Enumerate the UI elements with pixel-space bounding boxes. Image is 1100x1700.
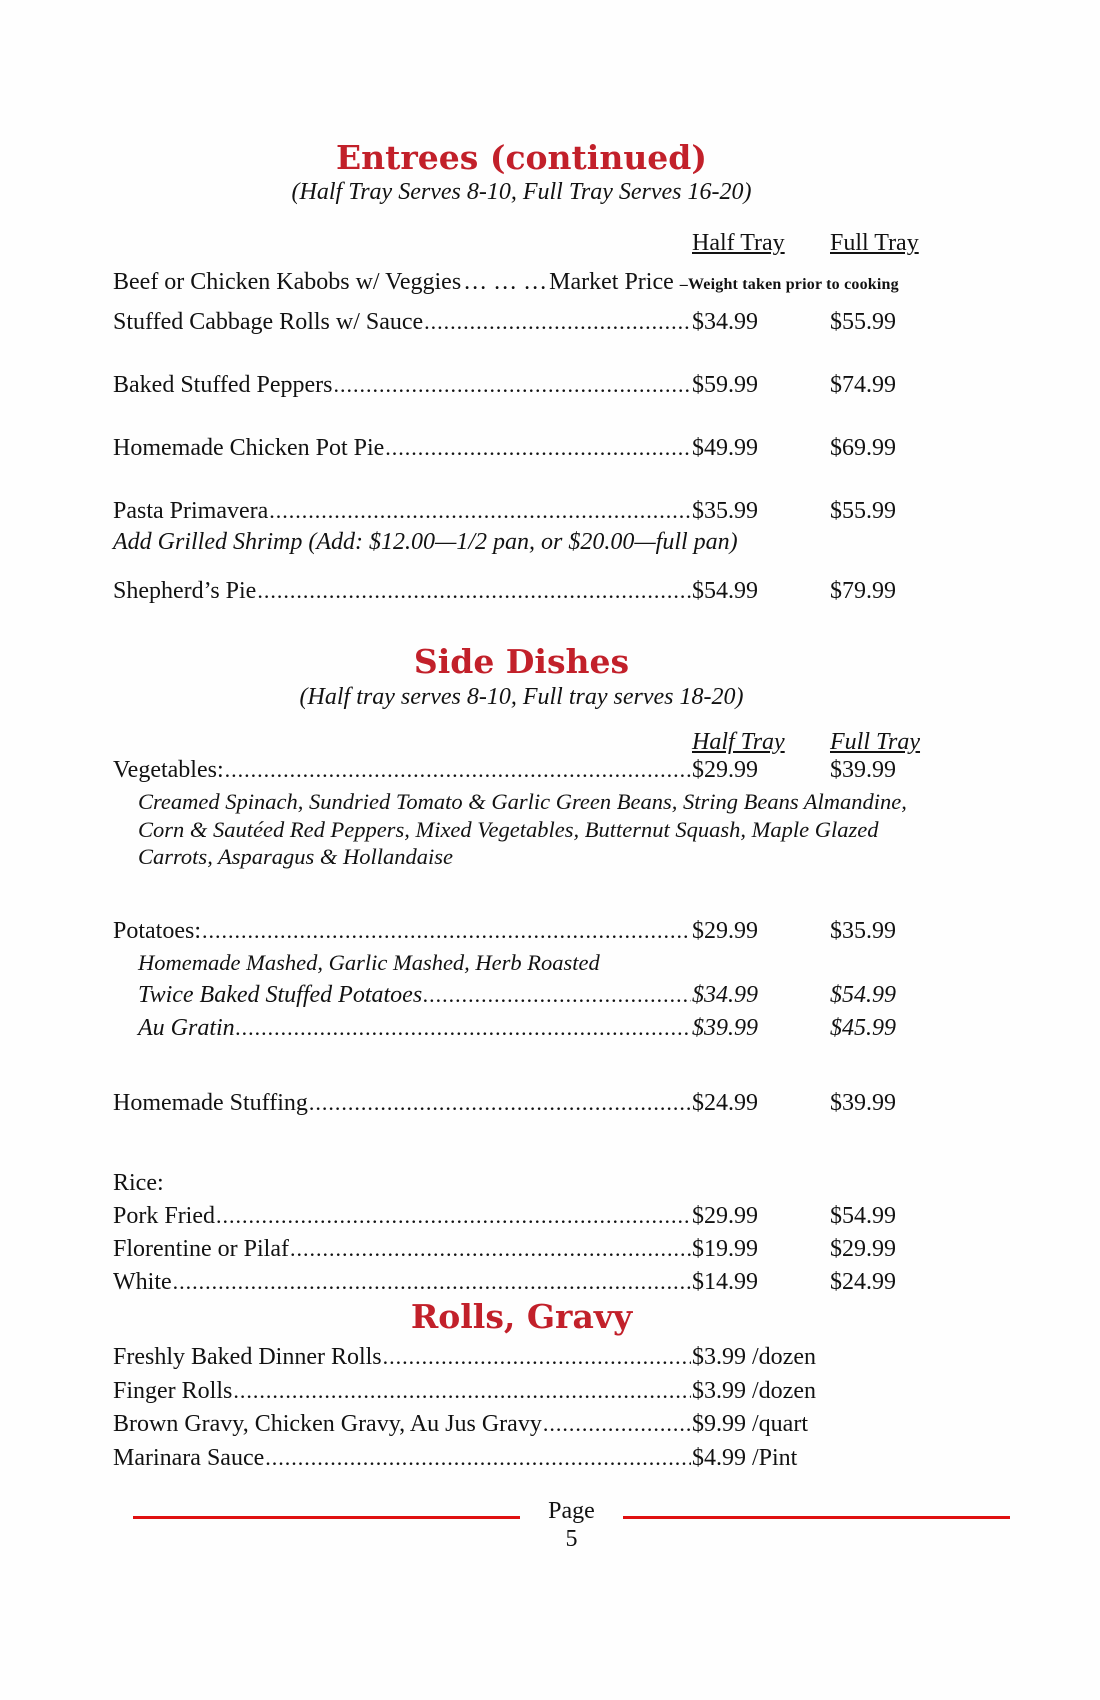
item-name: Pork Fried — [113, 1203, 215, 1230]
menu-item-vegetables — [113, 756, 930, 871]
dot-leader — [257, 577, 691, 606]
dot-leader — [424, 308, 691, 337]
menu-item-chicken-pot-pie — [113, 434, 930, 463]
menu-item-homemade-stuffing — [113, 1089, 930, 1118]
dot-leader — [385, 434, 691, 463]
full-tray-price: $79.99 — [830, 578, 896, 605]
item-name: Stuffed Cabbage Rolls w/ Sauce — [113, 309, 424, 336]
menu-item-au-gratin — [113, 1014, 930, 1043]
menu-item-stuffed-cabbage — [113, 308, 930, 337]
dot-leader — [225, 756, 691, 785]
entrees-subtitle: (Half Tray Serves 8-10, Full Tray Serves 16-20) — [291, 179, 752, 206]
half-tray-price: $49.99 — [692, 434, 758, 461]
entrees-column-headers — [113, 230, 930, 257]
full-tray-price: $29.99 — [830, 1235, 896, 1262]
half-tray-price: $29.99 — [692, 917, 758, 944]
menu-item-stuffed-peppers — [113, 371, 930, 400]
dot-leader — [269, 497, 691, 526]
dot-leader — [383, 1343, 691, 1372]
half-tray-price: $54.99 — [692, 578, 758, 605]
menu-item-finger-rolls — [113, 1377, 930, 1406]
footer-right-rule — [623, 1516, 1010, 1519]
menu-item-marinara-sauce — [113, 1444, 930, 1473]
menu-item-pasta-primavera — [113, 497, 930, 558]
vegetables-description: Creamed Spinach, Sundried Tomato & Garlic Green Beans, String Beans Almandine, Corn & Sautéed Red Peppers, Mixed Vegetables, Butternut Squash, Maple Glazed Carrots, Asparagus & Hollandaise — [138, 789, 907, 870]
full-tray-price: $45.99 — [830, 1014, 896, 1041]
item-name: White — [113, 1268, 172, 1295]
item-name: Freshly Baked Dinner Rolls — [113, 1343, 382, 1370]
item-name: Potatoes: — [113, 917, 201, 944]
item-name: Shepherd’s Pie — [113, 578, 257, 605]
half-tray-price: $39.99 — [692, 1014, 758, 1041]
menu-item-dinner-rolls — [113, 1343, 930, 1372]
footer-page-label: Page — [548, 1497, 595, 1524]
full-tray-price: $55.99 — [830, 309, 896, 336]
full-tray-price: $39.99 — [830, 1089, 896, 1116]
half-tray-price: $34.99 — [692, 309, 758, 336]
half-tray-price: $14.99 — [692, 1268, 758, 1295]
full-tray-price: $74.99 — [830, 372, 896, 399]
full-tray-column-header: Full Tray — [830, 728, 921, 755]
dot-leader — [334, 371, 691, 400]
item-price: $3.99 /dozen — [692, 1377, 816, 1404]
full-tray-price: $54.99 — [830, 1203, 896, 1230]
item-weight-note: –Weight taken prior to cooking — [679, 276, 899, 294]
dot-leader — [290, 1235, 691, 1264]
dot-leader — [265, 1444, 691, 1473]
side-dishes-subtitle: (Half tray serves 8-10, Full tray serves 18-20) — [299, 683, 744, 710]
dot-leader — [202, 917, 691, 946]
dot-leader — [309, 1089, 691, 1118]
half-tray-price: $34.99 — [692, 981, 758, 1008]
side-dishes-section — [113, 644, 930, 1296]
menu-item-florentine-pilaf-rice — [113, 1235, 930, 1264]
item-name: Brown Gravy, Chicken Gravy, Au Jus Gravy — [113, 1411, 542, 1438]
side-dishes-column-headers — [113, 729, 930, 756]
entrees-section — [113, 140, 930, 606]
menu-item-kabobs — [113, 269, 930, 296]
menu-item-gravies — [113, 1410, 930, 1439]
item-price: $9.99 /quart — [692, 1411, 808, 1438]
full-tray-price: $55.99 — [830, 497, 896, 524]
page-footer — [133, 1499, 1010, 1553]
menu-item-potatoes — [113, 917, 930, 1043]
item-name: Finger Rolls — [113, 1377, 233, 1404]
half-tray-price: $59.99 — [692, 372, 758, 399]
side-dishes-title: Side Dishes — [413, 642, 630, 682]
add-shrimp-note: Add Grilled Shrimp (Add: $12.00—1/2 pan, or $20.00—full pan) — [113, 529, 738, 556]
dot-leader — [173, 1268, 691, 1297]
dot-leader — [423, 981, 691, 1010]
footer-page-number: 5 — [565, 1526, 578, 1553]
full-tray-price: $35.99 — [830, 917, 896, 944]
item-price: $3.99 /dozen — [692, 1343, 816, 1370]
rice-label-row — [113, 1169, 930, 1198]
item-price: $4.99 /Pint — [692, 1445, 798, 1472]
item-name: Marinara Sauce — [113, 1445, 265, 1472]
dot-leader — [216, 1202, 691, 1231]
item-name: Baked Stuffed Peppers — [113, 372, 333, 399]
item-name: Homemade Stuffing — [113, 1089, 308, 1116]
half-tray-price: $35.99 — [692, 497, 758, 524]
half-tray-price: $24.99 — [692, 1089, 758, 1116]
dot-leader: … … … — [463, 269, 548, 296]
menu-item-shepherds-pie — [113, 577, 930, 606]
dot-leader — [233, 1377, 691, 1406]
menu-item-pork-fried-rice — [113, 1202, 930, 1231]
item-name: Florentine or Pilaf — [113, 1235, 289, 1262]
full-tray-column-header: Full Tray — [830, 230, 919, 257]
item-price: Market Price — [549, 269, 674, 296]
full-tray-price: $69.99 — [830, 434, 896, 461]
pasta-primavera-row — [113, 497, 930, 526]
full-tray-price: $54.99 — [830, 981, 896, 1008]
half-tray-price: $29.99 — [692, 756, 758, 783]
footer-line-row — [133, 1499, 1010, 1524]
item-name: Rice: — [113, 1170, 164, 1197]
half-tray-price: $29.99 — [692, 1203, 758, 1230]
half-tray-column-header: Half Tray — [692, 728, 785, 755]
item-name: Pasta Primavera — [113, 497, 269, 524]
item-name: Au Gratin — [138, 1014, 235, 1041]
full-tray-price: $24.99 — [830, 1268, 896, 1295]
item-name: Homemade Chicken Pot Pie — [113, 434, 385, 461]
half-tray-column-header: Half Tray — [692, 230, 785, 257]
dot-leader — [543, 1410, 691, 1439]
potatoes-description: Homemade Mashed, Garlic Mashed, Herb Roasted — [138, 950, 600, 976]
potatoes-row — [113, 917, 930, 946]
item-name: Vegetables: — [113, 756, 224, 783]
menu-item-twice-baked-potatoes — [113, 981, 930, 1010]
half-tray-price: $19.99 — [692, 1235, 758, 1262]
menu-item-white-rice — [113, 1268, 930, 1297]
rice-group — [113, 1169, 930, 1296]
item-name: Twice Baked Stuffed Potatoes — [138, 981, 423, 1008]
vegetables-row — [113, 756, 930, 785]
rolls-gravy-title: Rolls, Gravy — [410, 1296, 633, 1336]
dot-leader — [236, 1014, 691, 1043]
rolls-gravy-section — [113, 1296, 930, 1473]
footer-left-rule — [133, 1516, 520, 1519]
item-name: Beef or Chicken Kabobs w/ Veggies — [113, 269, 462, 296]
entrees-title: Entrees (continued) — [336, 138, 707, 177]
full-tray-price: $39.99 — [830, 756, 896, 783]
